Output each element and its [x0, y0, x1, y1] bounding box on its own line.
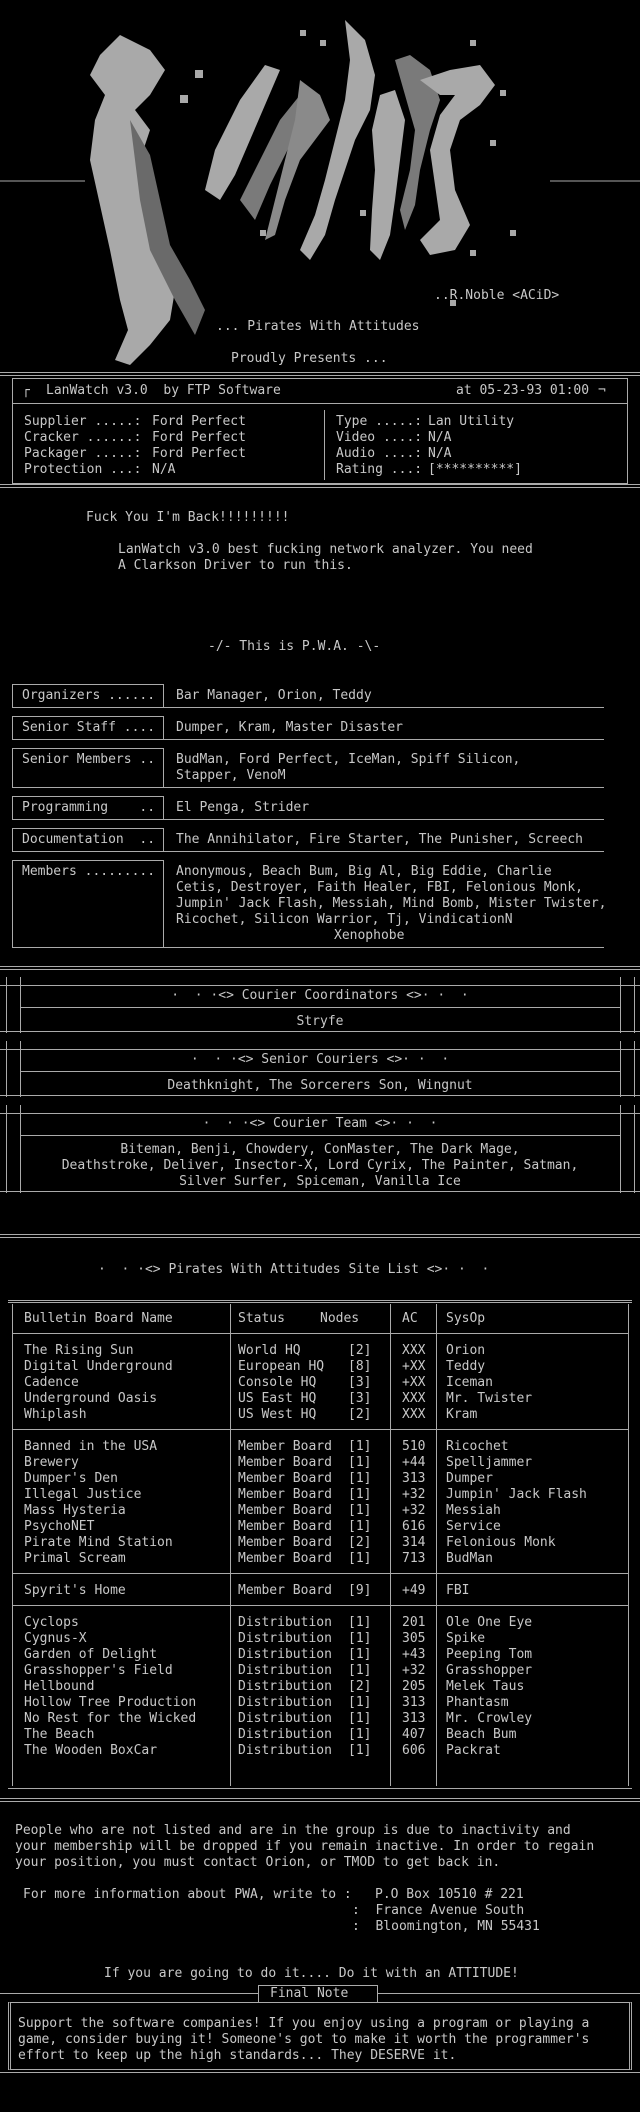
- site-board-name: Grasshopper's Field: [24, 1663, 173, 1678]
- site-area-code: +44: [402, 1455, 426, 1470]
- site-board-name: Hellbound: [24, 1679, 95, 1694]
- roster-names: Jumpin' Jack Flash, Messiah, Mind Bomb, Mister Twister,: [176, 896, 607, 911]
- site-status: Member Board: [238, 1439, 332, 1454]
- site-area-code: 616: [402, 1519, 426, 1534]
- courier-names: Silver Surfer, Spiceman, Vanilla Ice: [179, 1174, 461, 1189]
- site-nodes: [3]: [348, 1391, 372, 1406]
- site-sysop: Ole One Eye: [446, 1615, 533, 1630]
- inactive-notice-2: your membership will be dropped if you remain inactive. In order to regain: [15, 1839, 595, 1854]
- roster-names: Anonymous, Beach Bum, Big Al, Big Eddie, Charlie: [176, 864, 552, 879]
- site-status: Distribution: [238, 1727, 332, 1742]
- address-line-1: P.O Box 10510 # 221: [375, 1887, 524, 1902]
- inactive-notice-1: People who are not listed and are in the group is due to inactivity and: [15, 1823, 571, 1838]
- site-board-name: No Rest for the Wicked: [24, 1711, 197, 1726]
- site-nodes: [1]: [348, 1471, 372, 1486]
- site-status: Distribution: [238, 1695, 332, 1710]
- site-status: Member Board: [238, 1583, 332, 1598]
- courier-rank-title: · · ·<> Courier Team <>· · ·: [202, 1116, 438, 1131]
- address-line-3: : Bloomington, MN 55431: [352, 1919, 540, 1934]
- col-header-status: Status: [238, 1311, 285, 1326]
- site-nodes: [2]: [348, 1407, 372, 1422]
- roster-names: BudMan, Ford Perfect, IceMan, Spiff Silicon,: [176, 752, 521, 767]
- site-board-name: Mass Hysteria: [24, 1503, 126, 1518]
- sitelist-heading: · · ·<> Pirates With Attitudes Site List <>· · ·: [98, 1262, 490, 1277]
- site-status: Distribution: [238, 1647, 332, 1662]
- site-board-name: Digital Underground: [24, 1359, 173, 1374]
- site-nodes: [1]: [348, 1439, 372, 1454]
- site-sysop: Beach Bum: [446, 1727, 517, 1742]
- roster-names: Stapper, VenoM: [176, 768, 286, 783]
- site-sysop: Iceman: [446, 1375, 493, 1390]
- release-description-2: A Clarkson Driver to run this.: [118, 558, 353, 573]
- site-status: US East HQ: [238, 1391, 317, 1406]
- site-nodes: [1]: [348, 1455, 372, 1470]
- pwa-heading: -/- This is P.W.A. -\-: [208, 639, 381, 654]
- final-note-line-1: Support the software companies! If you enjoy using a program or playing a: [18, 2016, 590, 2031]
- site-board-name: Cadence: [24, 1375, 79, 1390]
- release-corner-right: ¬: [598, 383, 606, 398]
- site-nodes: [1]: [348, 1663, 372, 1678]
- site-sysop: Phantasm: [446, 1695, 509, 1710]
- release-field-label: Supplier .....:: [24, 414, 142, 429]
- site-board-name: Primal Scream: [24, 1551, 126, 1566]
- final-note-line-2: game, consider buying it! Someone's got to make it worth the programmer's: [18, 2032, 590, 2047]
- courier-rank-title: · · ·<> Courier Coordinators <>· · ·: [171, 988, 469, 1003]
- site-area-code: 313: [402, 1711, 426, 1726]
- site-sysop: Jumpin' Jack Flash: [446, 1487, 587, 1502]
- site-status: World HQ: [238, 1343, 301, 1358]
- release-field-value: Ford Perfect: [152, 430, 246, 445]
- roster-names: Ricochet, Silicon Warrior, Tj, VindicationN: [176, 912, 513, 927]
- site-status: Member Board: [238, 1519, 332, 1534]
- site-area-code: 205: [402, 1679, 426, 1694]
- release-field-value: N/A: [428, 430, 452, 445]
- site-sysop: Felonious Monk: [446, 1535, 556, 1550]
- site-board-name: The Wooden BoxCar: [24, 1743, 158, 1758]
- site-status: Distribution: [238, 1679, 332, 1694]
- site-status: Distribution: [238, 1711, 332, 1726]
- site-area-code: +32: [402, 1503, 426, 1518]
- site-sysop: Dumper: [446, 1471, 493, 1486]
- site-sysop: Ricochet: [446, 1439, 509, 1454]
- site-nodes: [1]: [348, 1487, 372, 1502]
- col-header-nodes: Nodes: [320, 1311, 360, 1326]
- release-field-value: N/A: [428, 446, 452, 461]
- site-board-name: Underground Oasis: [24, 1391, 158, 1406]
- release-title: LanWatch v3.0 by FTP Software: [46, 383, 281, 398]
- site-nodes: [1]: [348, 1727, 372, 1742]
- site-sysop: Teddy: [446, 1359, 486, 1374]
- site-status: Member Board: [238, 1535, 332, 1550]
- release-field-value: Lan Utility: [428, 414, 515, 429]
- col-header-sysop: SysOp: [446, 1311, 486, 1326]
- site-sysop: Mr. Crowley: [446, 1711, 533, 1726]
- site-area-code: +32: [402, 1487, 426, 1502]
- roster-names: El Penga, Strider: [176, 800, 310, 815]
- site-nodes: [3]: [348, 1375, 372, 1390]
- site-area-code: 407: [402, 1727, 426, 1742]
- release-field-label: Video ....:: [336, 430, 423, 445]
- site-area-code: +XX: [402, 1375, 426, 1390]
- release-field-value: [**********]: [428, 462, 522, 477]
- release-field-value: Ford Perfect: [152, 414, 246, 429]
- site-board-name: Banned in the USA: [24, 1439, 158, 1454]
- roster-role-label: Organizers ......: [22, 688, 156, 703]
- final-note-line-3: effort to keep up the high standards... They DESERVE it.: [18, 2048, 457, 2063]
- site-status: European HQ: [238, 1359, 325, 1374]
- release-field-label: Type .....:: [336, 414, 423, 429]
- site-sysop: FBI: [446, 1583, 470, 1598]
- site-area-code: 313: [402, 1695, 426, 1710]
- site-nodes: [1]: [348, 1631, 372, 1646]
- roster-names: The Annihilator, Fire Starter, The Punisher, Screech: [176, 832, 583, 847]
- site-sysop: Spelljammer: [446, 1455, 533, 1470]
- release-field-label: Protection ...:: [24, 462, 142, 477]
- site-area-code: 314: [402, 1535, 426, 1550]
- logo-credit: ..R.Noble <ACiD>: [434, 288, 560, 303]
- site-area-code: 606: [402, 1743, 426, 1758]
- site-nodes: [1]: [348, 1695, 372, 1710]
- site-board-name: The Rising Sun: [24, 1343, 134, 1358]
- site-nodes: [1]: [348, 1615, 372, 1630]
- site-nodes: [9]: [348, 1583, 372, 1598]
- site-board-name: Cyclops: [24, 1615, 79, 1630]
- courier-names: Deathstroke, Deliver, Insector-X, Lord Cyrix, The Painter, Satman,: [61, 1158, 579, 1173]
- site-status: Member Board: [238, 1455, 332, 1470]
- roster-role-label: Members .........: [22, 864, 156, 879]
- site-board-name: Spyrit's Home: [24, 1583, 126, 1598]
- courier-rank-title: · · ·<> Senior Couriers <>· · ·: [190, 1052, 450, 1067]
- info-label: For more information about PWA, write to :: [23, 1887, 352, 1902]
- site-area-code: XXX: [402, 1407, 426, 1422]
- col-header-board: Bulletin Board Name: [24, 1311, 173, 1326]
- site-board-name: Brewery: [24, 1455, 79, 1470]
- release-field-label: Audio ....:: [336, 446, 423, 461]
- site-status: Distribution: [238, 1615, 332, 1630]
- site-nodes: [1]: [348, 1647, 372, 1662]
- release-field-value: Ford Perfect: [152, 446, 246, 461]
- site-nodes: [1]: [348, 1551, 372, 1566]
- release-description-1: LanWatch v3.0 best fucking network analyzer. You need: [118, 542, 533, 557]
- site-area-code: 313: [402, 1471, 426, 1486]
- site-sysop: Spike: [446, 1631, 486, 1646]
- site-board-name: Whiplash: [24, 1407, 87, 1422]
- site-nodes: [1]: [348, 1711, 372, 1726]
- site-sysop: Peeping Tom: [446, 1647, 533, 1662]
- site-status: Member Board: [238, 1551, 332, 1566]
- site-board-name: Hollow Tree Production: [24, 1695, 197, 1710]
- col-header-ac: AC: [402, 1311, 418, 1326]
- site-board-name: Illegal Justice: [24, 1487, 142, 1502]
- site-nodes: [1]: [348, 1503, 372, 1518]
- site-board-name: Garden of Delight: [24, 1647, 158, 1662]
- release-date: at 05-23-93 01:00: [456, 383, 590, 398]
- site-sysop: BudMan: [446, 1551, 493, 1566]
- courier-names: Biteman, Benji, Chowdery, ConMaster, The Dark Mage,: [120, 1142, 520, 1157]
- site-status: Member Board: [238, 1471, 332, 1486]
- site-area-code: 713: [402, 1551, 426, 1566]
- site-area-code: 305: [402, 1631, 426, 1646]
- site-nodes: [2]: [348, 1343, 372, 1358]
- site-board-name: Dumper's Den: [24, 1471, 118, 1486]
- release-field-value: N/A: [152, 462, 176, 477]
- roster-role-label: Senior Staff ....: [22, 720, 156, 735]
- site-board-name: PsychoNET: [24, 1519, 95, 1534]
- attitude-slogan: If you are going to do it.... Do it with an ATTITUDE!: [104, 1966, 519, 1981]
- site-status: Console HQ: [238, 1375, 317, 1390]
- site-sysop: Orion: [446, 1343, 486, 1358]
- site-status: US West HQ: [238, 1407, 317, 1422]
- roster-names: Bar Manager, Orion, Teddy: [176, 688, 372, 703]
- site-nodes: [8]: [348, 1359, 372, 1374]
- site-status: Member Board: [238, 1503, 332, 1518]
- courier-names: Deathknight, The Sorcerers Son, Wingnut: [167, 1078, 473, 1093]
- site-board-name: Pirate Mind Station: [24, 1535, 173, 1550]
- site-area-code: XXX: [402, 1343, 426, 1358]
- roster-names: Dumper, Kram, Master Disaster: [176, 720, 403, 735]
- release-headline: Fuck You I'm Back!!!!!!!!!: [86, 510, 290, 525]
- release-field-label: Packager .....:: [24, 446, 142, 461]
- site-sysop: Messiah: [446, 1503, 501, 1518]
- site-sysop: Kram: [446, 1407, 478, 1422]
- site-board-name: Cygnus-X: [24, 1631, 87, 1646]
- site-sysop: Packrat: [446, 1743, 501, 1758]
- site-nodes: [2]: [348, 1679, 372, 1694]
- courier-names: Stryfe: [296, 1014, 344, 1029]
- roster-role-label: Documentation ..: [22, 832, 156, 847]
- group-name: ... Pirates With Attitudes: [216, 319, 420, 334]
- roster-names: Xenophobe: [334, 928, 405, 943]
- site-nodes: [2]: [348, 1535, 372, 1550]
- site-board-name: The Beach: [24, 1727, 95, 1742]
- address-line-2: : France Avenue South: [352, 1903, 525, 1918]
- site-status: Distribution: [238, 1743, 332, 1758]
- site-sysop: Mr. Twister: [446, 1391, 533, 1406]
- roster-names: Cetis, Destroyer, Faith Healer, FBI, Felonious Monk,: [176, 880, 583, 895]
- inactive-notice-3: your position, you must contact Orion, or TMOD to get back in.: [15, 1855, 501, 1870]
- site-sysop: Grasshopper: [446, 1663, 533, 1678]
- roster-role-label: Senior Members ..: [22, 752, 156, 767]
- site-sysop: Service: [446, 1519, 501, 1534]
- site-nodes: [1]: [348, 1519, 372, 1534]
- site-area-code: XXX: [402, 1391, 426, 1406]
- site-area-code: 201: [402, 1615, 426, 1630]
- final-note-title: Final Note: [270, 1986, 349, 2001]
- site-area-code: +XX: [402, 1359, 426, 1374]
- site-status: Member Board: [238, 1487, 332, 1502]
- site-status: Distribution: [238, 1663, 332, 1678]
- roster-role-label: Programming ..: [22, 800, 156, 815]
- pwa-logo-art: [0, 0, 640, 370]
- site-area-code: +49: [402, 1583, 426, 1598]
- site-area-code: +32: [402, 1663, 426, 1678]
- release-field-label: Rating ...:: [336, 462, 423, 477]
- site-status: Distribution: [238, 1631, 332, 1646]
- site-sysop: Melek Taus: [446, 1679, 525, 1694]
- release-field-label: Cracker ......:: [24, 430, 142, 445]
- site-area-code: +43: [402, 1647, 426, 1662]
- release-corner-left: ┌: [22, 383, 30, 398]
- presents-line: Proudly Presents ...: [231, 351, 388, 366]
- site-nodes: [1]: [348, 1743, 372, 1758]
- site-area-code: 510: [402, 1439, 426, 1454]
